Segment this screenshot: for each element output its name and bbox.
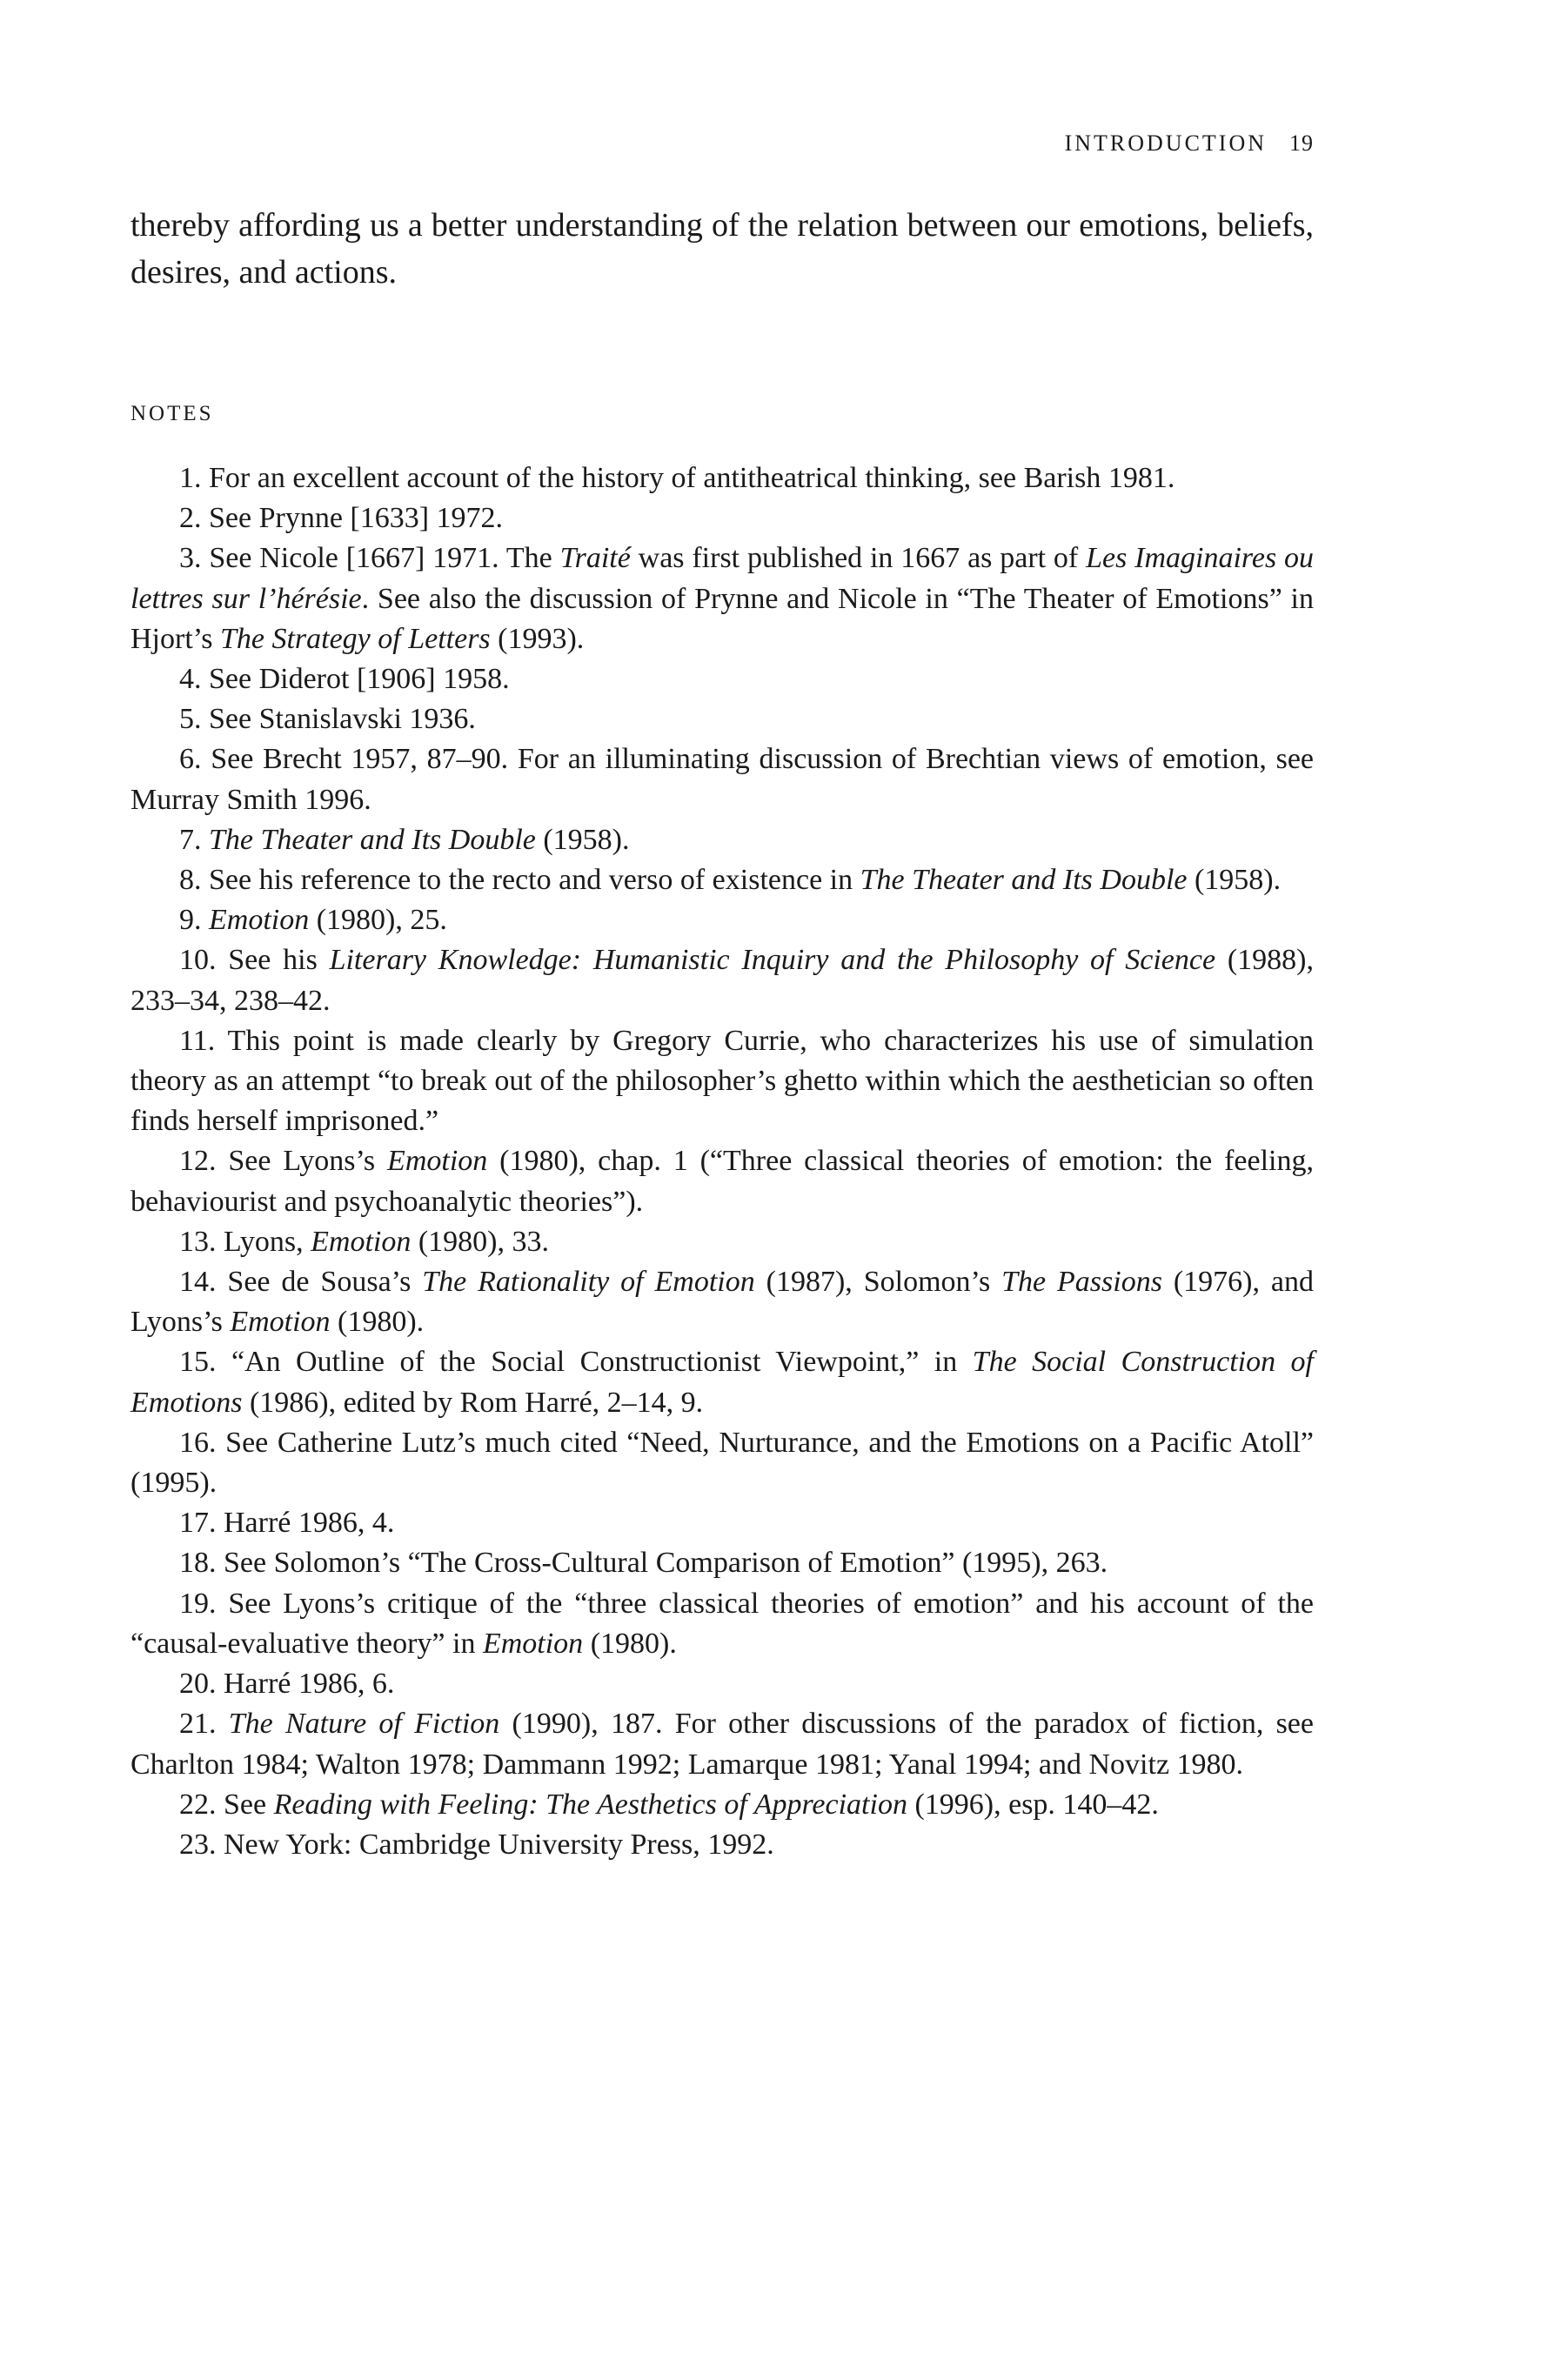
note-text: See Brecht 1957, 87–90. For an illuminating discussion of Brechtian views of emotion, see Murray Smith 1996. [130, 743, 1315, 816]
note-number: 13. [179, 1225, 217, 1258]
note-text: (1988), 233–34, 238–42. [130, 944, 1315, 1017]
note-number: 19. [179, 1587, 217, 1620]
note-item [130, 860, 1314, 900]
note-title-italic: The Theater and Its Double [209, 823, 536, 856]
note-title-italic: The Strategy of Letters [219, 622, 491, 655]
note-text: See his reference to the recto and verso of existence in [209, 864, 860, 897]
note-text: Harré 1986, 6. [224, 1668, 395, 1701]
note-item [130, 458, 1314, 498]
note-item [130, 1342, 1314, 1422]
note-item [130, 1785, 1314, 1825]
note-text: (1958). [1187, 864, 1282, 897]
note-number: 3. [179, 542, 202, 575]
body-paragraph: thereby affording us a better understanding of the relation between our emotions, beliefs, desires, and actions. [130, 207, 1314, 291]
note-number: 21. [179, 1708, 217, 1741]
note-text: (1976), and Lyons’s [130, 1266, 1314, 1339]
note-item [130, 1704, 1314, 1784]
note-item [130, 1021, 1314, 1142]
note-title-italic: The Passions [1001, 1266, 1162, 1299]
note-text: . See also the discussion of Prynne and Nicole in “The Theater of Emotions” in Hjort’s [130, 582, 1314, 655]
note-text: (1986), edited by Rom Harré, 2–14, 9. [242, 1386, 704, 1419]
note-item [130, 900, 1314, 940]
note-text: See [224, 1788, 274, 1821]
note-number: 6. [179, 743, 202, 776]
note-text: (1980), 33. [411, 1225, 549, 1258]
note-item [130, 1423, 1314, 1503]
note-number: 20. [179, 1668, 217, 1701]
note-title-italic: Emotion [482, 1627, 584, 1660]
note-number: 18. [179, 1547, 217, 1580]
note-text: Lyons, [224, 1225, 311, 1258]
note-text: See Prynne [1633] 1972. [209, 502, 504, 535]
note-text: See his [228, 944, 330, 977]
note-item [130, 498, 1314, 538]
note-number: 12. [179, 1145, 217, 1178]
note-number: 2. [179, 502, 202, 535]
note-item [130, 820, 1314, 860]
note-title-italic: The Nature of Fiction [228, 1708, 500, 1741]
note-title-italic: Emotion [209, 904, 310, 937]
note-text: See Diderot [1906] 1958. [209, 663, 510, 696]
note-text: See Catherine Lutz’s much cited “Need, Nurturance, and the Emotions on a Pacific Atoll” (1995). [130, 1426, 1315, 1500]
note-text: (1980), 25. [309, 904, 447, 937]
note-title-italic: The Theater and Its Double [860, 864, 1188, 897]
note-item [130, 739, 1314, 819]
note-number: 10. [179, 944, 217, 977]
note-number: 22. [179, 1788, 217, 1821]
note-text: (1987), Solomon’s [754, 1266, 1002, 1299]
note-text: (1996), esp. 140–42. [907, 1788, 1159, 1821]
note-number: 23. [179, 1828, 217, 1861]
note-text: (1980), chap. 1 (“Three classical theories of emotion: the feeling, behaviourist and psychoanalytic theories”). [130, 1145, 1315, 1218]
note-title-italic: The Rationality of Emotion [422, 1266, 755, 1299]
note-text: (1980). [330, 1306, 425, 1339]
note-number: 17. [179, 1507, 217, 1540]
note-number: 4. [179, 663, 202, 696]
note-number: 16. [179, 1426, 217, 1459]
note-text: See Solomon’s “The Cross-Cultural Comparison of Emotion” (1995), 263. [224, 1547, 1108, 1580]
note-text: For an excellent account of the history of antitheatrical thinking, see Barish 1981. [209, 462, 1175, 494]
note-text: (1958). [535, 823, 630, 856]
note-number: 8. [179, 864, 202, 897]
note-text: New York: Cambridge University Press, 1992. [224, 1828, 774, 1861]
note-item [130, 1664, 1314, 1704]
note-text: “An Outline of the Social Constructionist Viewpoint,” in [231, 1346, 973, 1379]
note-number: 5. [179, 703, 202, 736]
note-text: See Lyons’s critique of the “three classical theories of emotion” and his account of the “causal-evaluative theory” in [130, 1587, 1314, 1660]
note-title-italic: Traité [559, 542, 631, 575]
note-text: was first published in 1667 as part of [630, 542, 1087, 575]
notes-heading: NOTES [130, 402, 214, 425]
note-text: (1990), 187. For other discussions of the paradox of fiction, see Charlton 1984; Walton 1978; Dammann 1992; Lamarque 1981; Yanal 1994; and Novitz 1980. [130, 1708, 1314, 1781]
note-item [130, 699, 1314, 739]
note-item [130, 659, 1314, 699]
note-title-italic: Emotion [387, 1145, 488, 1178]
note-item [130, 940, 1314, 1020]
note-text: Harré 1986, 4. [224, 1507, 395, 1540]
note-text: (1993). [490, 622, 585, 655]
note-number: 14. [179, 1266, 217, 1299]
note-text: See de Sousa’s [227, 1266, 423, 1299]
note-title-italic: The Social Construction of Emotions [130, 1346, 1315, 1419]
notes-list [130, 458, 1314, 1865]
note-item [130, 1584, 1314, 1664]
note-text: This point is made clearly by Gregory Currie, who characterizes his use of simulation theory as an attempt “to break out of the philosopher’s ghetto within which the aesthetician so often finds herself imprisoned.” [130, 1024, 1314, 1138]
note-text: See Lyons’s [228, 1145, 388, 1178]
note-text: (1980). [583, 1627, 677, 1660]
note-title-italic: Literary Knowledge: Humanistic Inquiry and the Philosophy of Science [329, 944, 1216, 977]
note-number: 7. [179, 823, 202, 856]
note-title-italic: Emotion [230, 1306, 331, 1339]
note-item [130, 1543, 1314, 1583]
note-title-italic: Emotion [311, 1225, 412, 1258]
note-number: 9. [179, 904, 202, 937]
note-number: 15. [179, 1346, 217, 1379]
note-item [130, 538, 1314, 659]
note-item [130, 1262, 1314, 1342]
note-title-italic: Reading with Feeling: The Aesthetics of Appreciation [273, 1788, 907, 1821]
note-item [130, 1222, 1314, 1262]
note-text: See Stanislavski 1936. [209, 703, 476, 736]
book-page [130, 0, 1314, 2380]
note-number: 11. [179, 1024, 216, 1057]
note-item [130, 1825, 1314, 1865]
page-number: 19 [1289, 130, 1314, 156]
note-text: See Nicole [1667] 1971. The [209, 542, 560, 575]
note-item [130, 1141, 1314, 1221]
running-head [1065, 130, 1314, 157]
note-item [130, 1503, 1314, 1543]
running-head-title: INTRODUCTION [1064, 130, 1267, 156]
note-number: 1. [179, 462, 202, 494]
note-title-italic: Les Imaginaires ou lettres sur l’hérésie [130, 542, 1315, 615]
